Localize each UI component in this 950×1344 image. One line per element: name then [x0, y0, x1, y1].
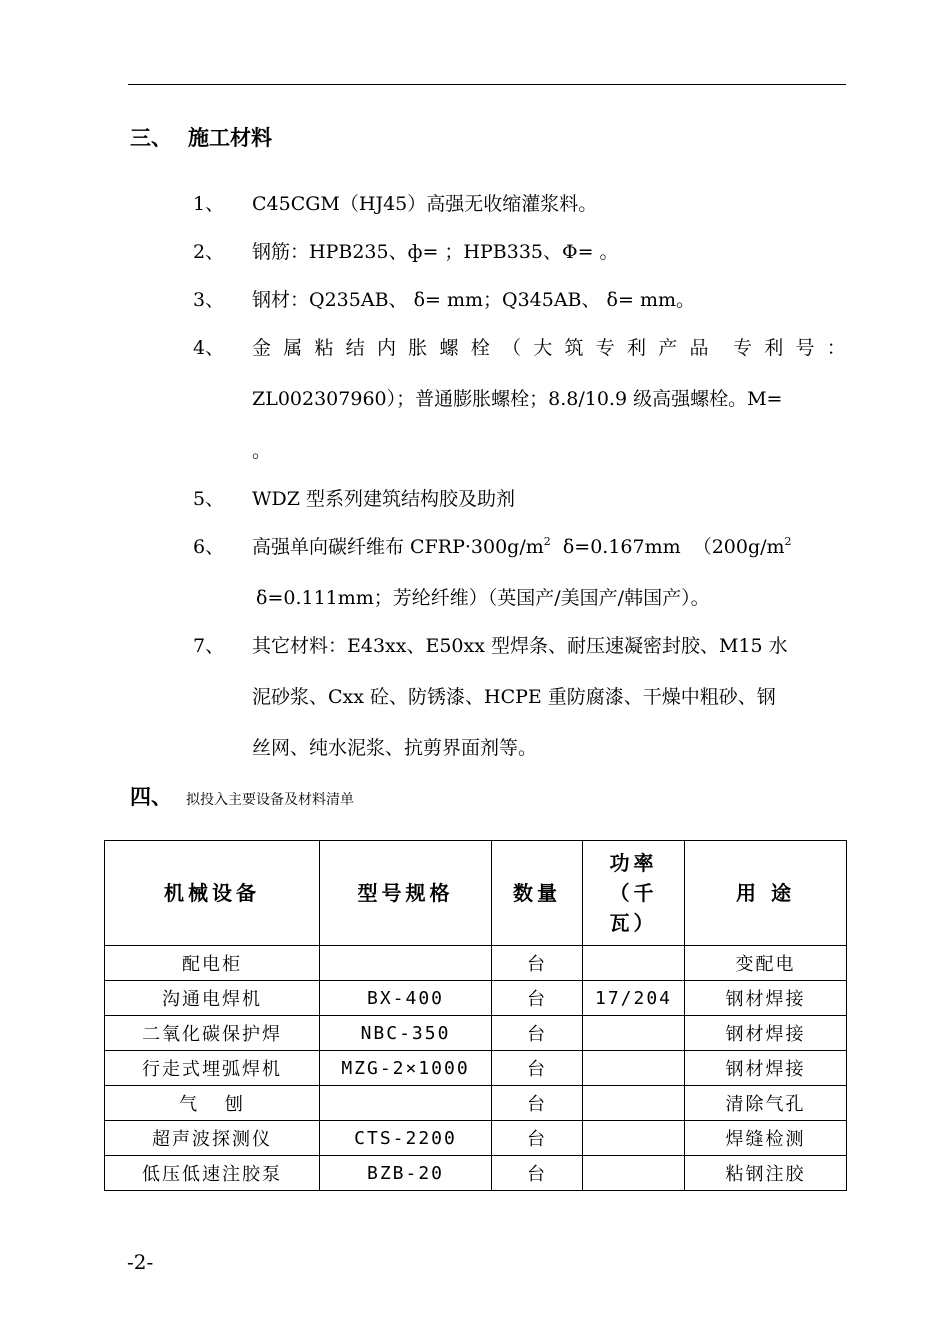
item-6-text-b: δ=0.167mm （200g/m — [550, 536, 785, 558]
cell-equipment: 二氧化碳保护焊 — [105, 1016, 320, 1051]
table-row — [105, 1121, 847, 1156]
item-text: C45CGM（HJ45）高强无收缩灌浆料。 — [252, 193, 598, 215]
cell-quantity: 台 — [492, 1121, 583, 1156]
cell-power — [583, 946, 685, 981]
spread-char: 利 — [764, 337, 784, 359]
equipment-table — [104, 840, 847, 1191]
table-header-row — [105, 841, 847, 946]
item-7-line-3: 丝网、纯水泥浆、抗剪界面剂等。 — [252, 737, 538, 759]
header-rule — [128, 84, 846, 85]
cell-equipment: 气 刨 — [105, 1086, 320, 1121]
spread-char: 产 — [658, 337, 678, 359]
header-quantity: 数量 — [492, 841, 583, 946]
cell-power — [583, 1051, 685, 1086]
section-3-title: 施工材料 — [188, 126, 272, 150]
cell-quantity: 台 — [492, 1156, 583, 1191]
cell-equipment: 配电柜 — [105, 946, 320, 981]
item-4-line-2: ZL002307960）；普通膨胀螺栓；8.8/10.9 级高强螺栓。M= — [252, 388, 783, 410]
spread-char: 大 — [533, 337, 553, 359]
cell-model — [320, 946, 492, 981]
cell-quantity: 台 — [492, 1016, 583, 1051]
table-row — [105, 1086, 847, 1121]
cell-equipment: 行走式埋弧焊机 — [105, 1051, 320, 1086]
spread-char: 结 — [345, 337, 365, 359]
item-number: 1、 — [193, 193, 225, 215]
spread-char: 品 — [689, 337, 709, 359]
superscript: 2 — [784, 535, 792, 548]
cell-quantity: 台 — [492, 946, 583, 981]
item-6-line-2: δ=0.111mm；芳纶纤维）（英国产/美国产/韩国产）。 — [256, 587, 710, 609]
spread-char: 粘 — [314, 337, 334, 359]
section-4-number: 四、 — [130, 785, 172, 809]
cell-usage: 变配电 — [685, 946, 847, 981]
cell-equipment: 沟通电焊机 — [105, 981, 320, 1016]
cell-model — [320, 1086, 492, 1121]
cell-equipment: 低压低速注胶泵 — [105, 1156, 320, 1191]
cell-quantity: 台 — [492, 981, 583, 1016]
table-row — [105, 946, 847, 981]
table-row — [105, 1016, 847, 1051]
item-text — [252, 532, 792, 559]
item-6-text-a: 高强单向碳纤维布 CFRP·300g/m — [252, 536, 544, 558]
spread-char: 内 — [377, 337, 397, 359]
page-number: -2- — [127, 1250, 154, 1274]
item-text: 钢材：Q235AB、 δ= mm；Q345AB、 δ= mm。 — [252, 289, 695, 311]
item-text: 其它材料：E43xx、E50xx 型焊条、耐压速凝密封胶、M15 水 — [252, 635, 788, 657]
header-power: 功率（千瓦） — [583, 841, 685, 946]
cell-model: NBC-350 — [320, 1016, 492, 1051]
cell-usage: 粘钢注胶 — [685, 1156, 847, 1191]
section-3-number: 三、 — [130, 126, 172, 150]
header-equipment: 机械设备 — [105, 841, 320, 946]
spread-char: 筑 — [564, 337, 584, 359]
cell-model: MZG-2×1000 — [320, 1051, 492, 1086]
cell-model: CTS-2200 — [320, 1121, 492, 1156]
spread-char: 栓 — [470, 337, 490, 359]
spread-char: 螺 — [439, 337, 459, 359]
header-usage: 用 途 — [685, 841, 847, 946]
spread-char: 专 — [732, 337, 752, 359]
cell-quantity: 台 — [492, 1086, 583, 1121]
cell-usage: 焊缝检测 — [685, 1121, 847, 1156]
cell-power — [583, 1016, 685, 1051]
table-row — [105, 1051, 847, 1086]
item-4-line-3: 。 — [252, 440, 272, 462]
item-7-line-2: 泥砂浆、Cxx 砼、防锈漆、HCPE 重防腐漆、干燥中粗砂、钢 — [252, 686, 776, 708]
table-row — [105, 981, 847, 1016]
cell-power — [583, 1086, 685, 1121]
spread-char: 号 — [795, 337, 815, 359]
superscript: 2 — [543, 535, 551, 548]
cell-usage: 钢材焊接 — [685, 981, 847, 1016]
cell-model: BZB-20 — [320, 1156, 492, 1191]
item-number: 4、 — [193, 337, 225, 359]
cell-usage: 钢材焊接 — [685, 1051, 847, 1086]
spread-char: 专 — [595, 337, 615, 359]
table-row — [105, 1156, 847, 1191]
cell-power — [583, 1156, 685, 1191]
spread-char: 属 — [283, 337, 303, 359]
item-text: WDZ 型系列建筑结构胶及助剂 — [252, 488, 516, 510]
item-text: 钢筋：HPB235、ф= ；HPB335、Φ= 。 — [252, 241, 619, 263]
cell-usage: 钢材焊接 — [685, 1016, 847, 1051]
section-4-title: 拟投入主要设备及材料清单 — [186, 792, 354, 808]
spread-char: 胀 — [408, 337, 428, 359]
cell-quantity: 台 — [492, 1051, 583, 1086]
spread-char: 金 — [252, 337, 272, 359]
item-number: 7、 — [193, 635, 225, 657]
item-number: 2、 — [193, 241, 225, 263]
cell-equipment: 超声波探测仪 — [105, 1121, 320, 1156]
spread-char: ： — [826, 337, 846, 359]
item-number: 3、 — [193, 289, 225, 311]
spread-char: （ — [502, 337, 522, 359]
cell-power — [583, 1121, 685, 1156]
section-3-heading — [130, 122, 272, 152]
header-model: 型号规格 — [320, 841, 492, 946]
cell-model: BX-400 — [320, 981, 492, 1016]
item-number: 6、 — [193, 536, 225, 558]
cell-usage: 清除气孔 — [685, 1086, 847, 1121]
spread-char: 利 — [627, 337, 647, 359]
item-4-line-1 — [252, 333, 846, 360]
cell-power: 17/204 — [583, 981, 685, 1016]
section-4-heading — [130, 781, 354, 811]
item-number: 5、 — [193, 488, 225, 510]
